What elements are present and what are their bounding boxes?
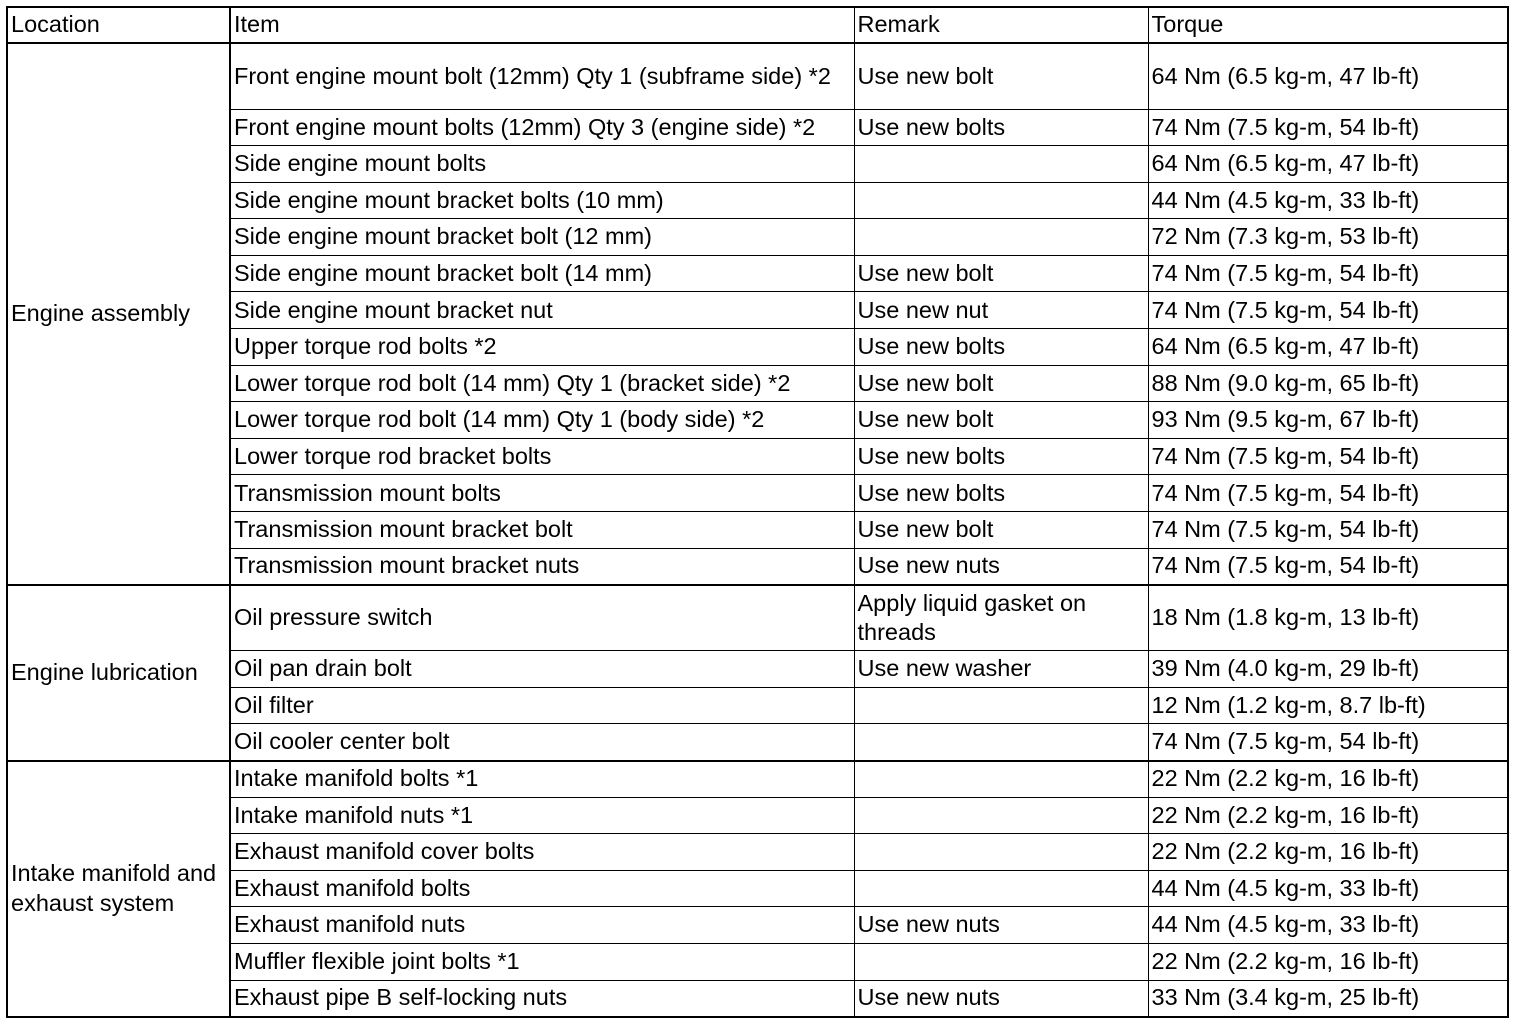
header-torque: Torque bbox=[1148, 7, 1508, 43]
remark-cell bbox=[854, 943, 1148, 980]
table-row bbox=[7, 870, 1508, 907]
header-location: Location bbox=[7, 7, 230, 43]
location-cell: Engine assembly bbox=[7, 43, 230, 585]
table-row bbox=[7, 797, 1508, 834]
table-row bbox=[7, 761, 1508, 798]
torque-cell: 44 Nm (4.5 kg-m, 33 lb-ft) bbox=[1148, 870, 1508, 907]
item-cell: Side engine mount bracket bolt (14 mm) bbox=[230, 255, 854, 292]
torque-cell: 22 Nm (2.2 kg-m, 16 lb-ft) bbox=[1148, 761, 1508, 798]
item-cell: Exhaust pipe B self-locking nuts bbox=[230, 980, 854, 1017]
remark-cell: Use new bolt bbox=[854, 402, 1148, 439]
torque-cell: 64 Nm (6.5 kg-m, 47 lb-ft) bbox=[1148, 146, 1508, 183]
torque-cell: 93 Nm (9.5 kg-m, 67 lb-ft) bbox=[1148, 402, 1508, 439]
table-row bbox=[7, 146, 1508, 183]
remark-cell: Use new nuts bbox=[854, 907, 1148, 944]
torque-cell: 12 Nm (1.2 kg-m, 8.7 lb-ft) bbox=[1148, 687, 1508, 724]
torque-cell: 22 Nm (2.2 kg-m, 16 lb-ft) bbox=[1148, 797, 1508, 834]
item-cell: Lower torque rod bolt (14 mm) Qty 1 (bracket side) *2 bbox=[230, 365, 854, 402]
torque-cell: 72 Nm (7.3 kg-m, 53 lb-ft) bbox=[1148, 219, 1508, 256]
item-cell: Oil filter bbox=[230, 687, 854, 724]
table-row bbox=[7, 43, 1508, 109]
remark-cell bbox=[854, 182, 1148, 219]
item-cell: Oil pressure switch bbox=[230, 585, 854, 651]
remark-cell bbox=[854, 761, 1148, 798]
torque-cell: 44 Nm (4.5 kg-m, 33 lb-ft) bbox=[1148, 907, 1508, 944]
remark-cell: Use new bolt bbox=[854, 43, 1148, 109]
remark-cell bbox=[854, 797, 1148, 834]
torque-cell: 22 Nm (2.2 kg-m, 16 lb-ft) bbox=[1148, 943, 1508, 980]
remark-cell: Use new nuts bbox=[854, 980, 1148, 1017]
torque-cell: 74 Nm (7.5 kg-m, 54 lb-ft) bbox=[1148, 475, 1508, 512]
table-row bbox=[7, 651, 1508, 688]
table-row bbox=[7, 402, 1508, 439]
torque-cell: 44 Nm (4.5 kg-m, 33 lb-ft) bbox=[1148, 182, 1508, 219]
torque-cell: 33 Nm (3.4 kg-m, 25 lb-ft) bbox=[1148, 980, 1508, 1017]
torque-cell: 64 Nm (6.5 kg-m, 47 lb-ft) bbox=[1148, 43, 1508, 109]
torque-cell: 22 Nm (2.2 kg-m, 16 lb-ft) bbox=[1148, 834, 1508, 871]
item-cell: Exhaust manifold bolts bbox=[230, 870, 854, 907]
remark-cell: Apply liquid gasket on threads bbox=[854, 585, 1148, 651]
table-row bbox=[7, 548, 1508, 585]
remark-cell bbox=[854, 870, 1148, 907]
remark-cell bbox=[854, 834, 1148, 871]
header-row bbox=[7, 7, 1508, 43]
item-cell: Exhaust manifold cover bolts bbox=[230, 834, 854, 871]
table-row bbox=[7, 292, 1508, 329]
table-row bbox=[7, 512, 1508, 549]
torque-cell: 64 Nm (6.5 kg-m, 47 lb-ft) bbox=[1148, 329, 1508, 366]
header-remark: Remark bbox=[854, 7, 1148, 43]
torque-cell: 74 Nm (7.5 kg-m, 54 lb-ft) bbox=[1148, 109, 1508, 146]
item-cell: Intake manifold bolts *1 bbox=[230, 761, 854, 798]
table-row bbox=[7, 438, 1508, 475]
table-row bbox=[7, 109, 1508, 146]
remark-cell bbox=[854, 146, 1148, 183]
remark-cell: Use new bolts bbox=[854, 438, 1148, 475]
location-cell: Intake manifold and exhaust system bbox=[7, 761, 230, 1017]
item-cell: Lower torque rod bracket bolts bbox=[230, 438, 854, 475]
torque-cell: 74 Nm (7.5 kg-m, 54 lb-ft) bbox=[1148, 724, 1508, 761]
table-row bbox=[7, 475, 1508, 512]
remark-cell: Use new bolts bbox=[854, 109, 1148, 146]
table-row bbox=[7, 834, 1508, 871]
table-row bbox=[7, 255, 1508, 292]
item-cell: Side engine mount bracket nut bbox=[230, 292, 854, 329]
item-cell: Transmission mount bracket nuts bbox=[230, 548, 854, 585]
item-cell: Lower torque rod bolt (14 mm) Qty 1 (body side) *2 bbox=[230, 402, 854, 439]
table-row bbox=[7, 182, 1508, 219]
table-row bbox=[7, 365, 1508, 402]
table-row bbox=[7, 980, 1508, 1017]
table-row bbox=[7, 724, 1508, 761]
table-row bbox=[7, 943, 1508, 980]
remark-cell: Use new bolts bbox=[854, 475, 1148, 512]
item-cell: Upper torque rod bolts *2 bbox=[230, 329, 854, 366]
torque-cell: 18 Nm (1.8 kg-m, 13 lb-ft) bbox=[1148, 585, 1508, 651]
location-cell: Engine lubrication bbox=[7, 585, 230, 761]
item-cell: Side engine mount bracket bolt (12 mm) bbox=[230, 219, 854, 256]
item-cell: Front engine mount bolts (12mm) Qty 3 (engine side) *2 bbox=[230, 109, 854, 146]
header-item: Item bbox=[230, 7, 854, 43]
remark-cell: Use new bolt bbox=[854, 255, 1148, 292]
torque-spec-table bbox=[6, 6, 1509, 1018]
remark-cell: Use new nuts bbox=[854, 548, 1148, 585]
item-cell: Oil cooler center bolt bbox=[230, 724, 854, 761]
item-cell: Side engine mount bracket bolts (10 mm) bbox=[230, 182, 854, 219]
torque-cell: 74 Nm (7.5 kg-m, 54 lb-ft) bbox=[1148, 512, 1508, 549]
table-body bbox=[7, 7, 1508, 1017]
table-row bbox=[7, 329, 1508, 366]
item-cell: Exhaust manifold nuts bbox=[230, 907, 854, 944]
remark-cell bbox=[854, 219, 1148, 256]
item-cell: Intake manifold nuts *1 bbox=[230, 797, 854, 834]
item-cell: Oil pan drain bolt bbox=[230, 651, 854, 688]
torque-cell: 74 Nm (7.5 kg-m, 54 lb-ft) bbox=[1148, 255, 1508, 292]
torque-cell: 88 Nm (9.0 kg-m, 65 lb-ft) bbox=[1148, 365, 1508, 402]
table-row bbox=[7, 907, 1508, 944]
remark-cell: Use new washer bbox=[854, 651, 1148, 688]
torque-cell: 74 Nm (7.5 kg-m, 54 lb-ft) bbox=[1148, 292, 1508, 329]
item-cell: Muffler flexible joint bolts *1 bbox=[230, 943, 854, 980]
table-row bbox=[7, 585, 1508, 651]
remark-cell: Use new nut bbox=[854, 292, 1148, 329]
item-cell: Side engine mount bolts bbox=[230, 146, 854, 183]
table-row bbox=[7, 687, 1508, 724]
torque-cell: 74 Nm (7.5 kg-m, 54 lb-ft) bbox=[1148, 438, 1508, 475]
torque-cell: 74 Nm (7.5 kg-m, 54 lb-ft) bbox=[1148, 548, 1508, 585]
remark-cell bbox=[854, 687, 1148, 724]
item-cell: Transmission mount bracket bolt bbox=[230, 512, 854, 549]
remark-cell: Use new bolt bbox=[854, 512, 1148, 549]
remark-cell: Use new bolts bbox=[854, 329, 1148, 366]
table-row bbox=[7, 219, 1508, 256]
item-cell: Transmission mount bolts bbox=[230, 475, 854, 512]
remark-cell: Use new bolt bbox=[854, 365, 1148, 402]
remark-cell bbox=[854, 724, 1148, 761]
torque-cell: 39 Nm (4.0 kg-m, 29 lb-ft) bbox=[1148, 651, 1508, 688]
item-cell: Front engine mount bolt (12mm) Qty 1 (subframe side) *2 bbox=[230, 43, 854, 109]
